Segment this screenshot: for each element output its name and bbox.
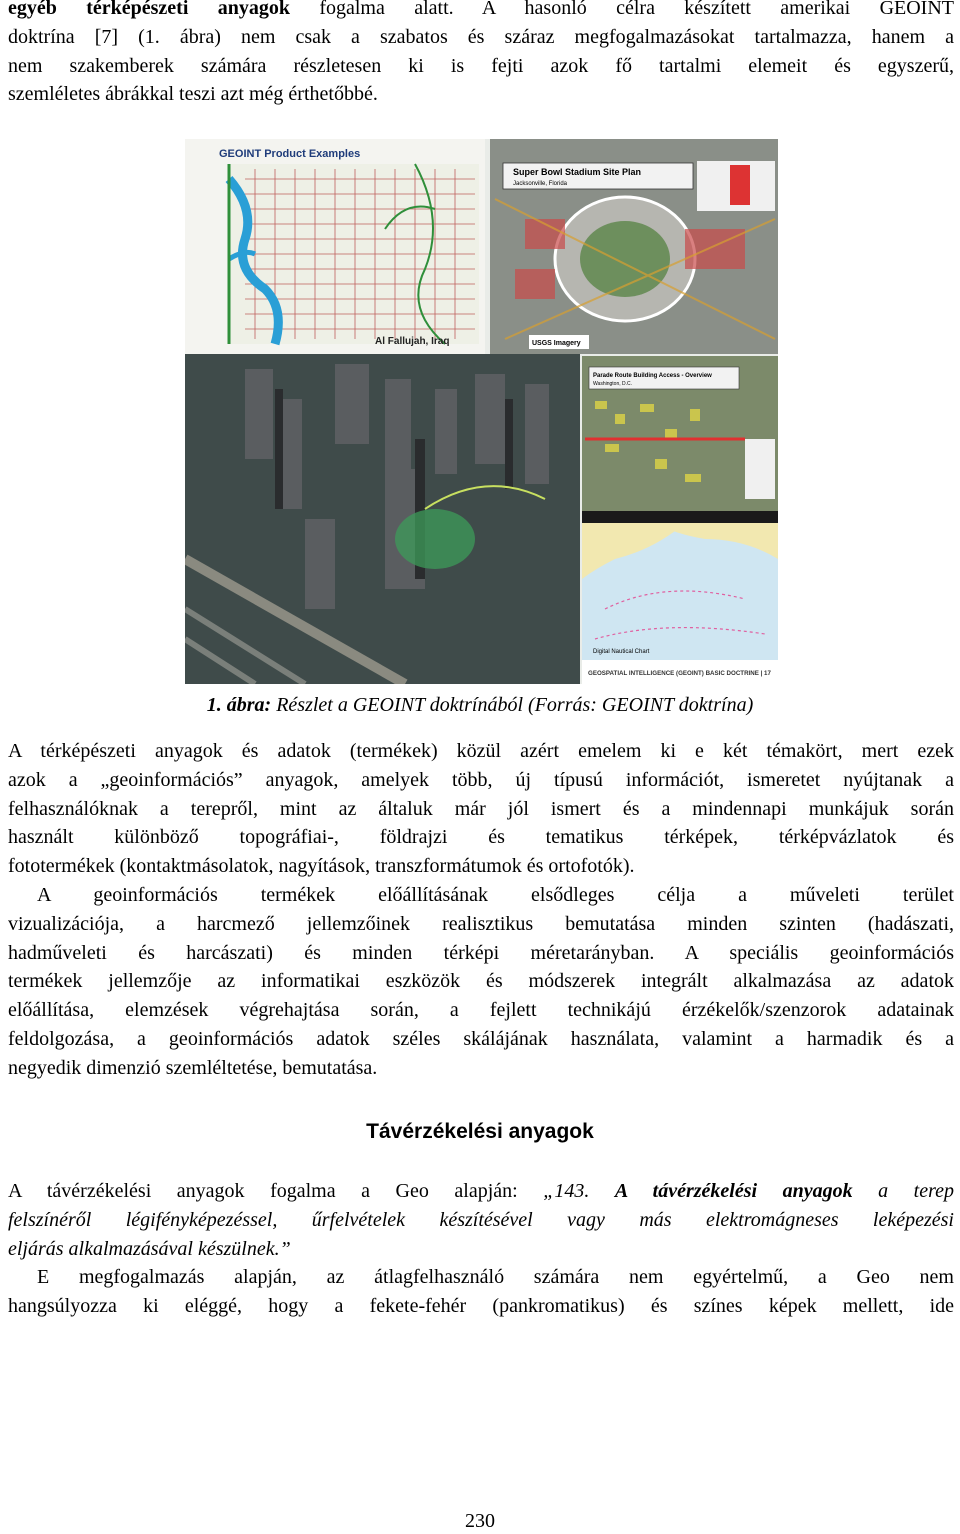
caption-label: 1. ábra:	[206, 694, 272, 716]
p1-line: felhasználóknak a terepről, mint az általuk már jól ismert és a mindennapi munkájuk során	[8, 797, 954, 820]
figure-title: GEOINT Product Examples	[219, 148, 361, 160]
panel-parade-title: Parade Route Building Access - Overview	[593, 373, 712, 379]
section-heading: Távérzékelési anyagok	[366, 1120, 594, 1143]
intro-line-2: doktrína [7] (1. ábra) nem csak a szabatos és száraz megfogalmazásokat tartalmazza, hanem a	[8, 25, 954, 48]
p3-line-2: felszínéről légifényképezéssel, űrfelvételek készítésével vagy más elektromágneses leképezési	[8, 1208, 954, 1231]
caption-text: Részlet a GEOINT doktrínából (Forrás: GEOINT doktrína)	[271, 694, 754, 716]
paragraph-4	[8, 1263, 954, 1321]
intro-line-1-rest: fogalma alatt. A hasonló célra készített amerikai GEOINT	[289, 0, 954, 19]
p4-line: E megfogalmazás alapján, az átlagfelhasználó számára nem egyértelmű, a Geo nem	[37, 1266, 954, 1288]
panel-nautical-label: Digital Nautical Chart	[593, 649, 650, 655]
intro-line-3: nem szakemberek számára részletesen ki is fejti azok fő tartalmi elemeit és egyszerű,	[8, 54, 954, 77]
intro-line-1	[8, 0, 954, 23]
p3-text-d: a terep	[852, 1180, 954, 1202]
p3-text-c: A távérzékelési anyagok	[614, 1180, 853, 1202]
p4-line: hangsúlyozza ki eléggé, hogy a fekete-fehér (pankromatikus) és színes képek mellett, ide	[8, 1294, 954, 1317]
p2-line: előállítása, elemzések végrehajtása során, a fejlett technikájú érzékelők/szenzorok adatainak	[8, 999, 954, 1022]
panel-usgs-label: USGS Imagery	[532, 340, 581, 347]
p3-text-b: „143.	[543, 1180, 615, 1202]
p2-line: feldolgozása, a geoinformációs adatok széles skálájának használata, valamint a harmadik és a	[8, 1027, 954, 1050]
paragraph-1	[8, 737, 954, 881]
p1-line: használt különböző topográfiai-, földrajzi és tematikus térképek, térképvázlatok és	[8, 826, 954, 849]
paragraph-2	[8, 881, 954, 1083]
panel-fallujah-label: Al Fallujah, Iraq	[375, 336, 450, 347]
p1-line: azok a „geoinformációs” anyagok, amelyek több, új típusú információt, ismeretet nyújtanak a	[8, 768, 954, 791]
intro-bold-term: egyéb térképészeti anyagok	[8, 0, 290, 19]
intro-line-4: szemléletes ábrákkal teszi azt még érthetőbbé.	[8, 83, 378, 106]
p1-line: fototermékek (kontaktmásolatok, nagyítások, transzformátumok és ortofotók).	[8, 855, 635, 878]
p3-line-3: eljárás alkalmazásával készülnek.”	[8, 1237, 291, 1260]
panel-stadium-title: Super Bowl Stadium Site Plan	[513, 167, 642, 177]
intro-paragraph	[8, 0, 954, 109]
figure-caption	[0, 694, 960, 717]
panel-parade-subtitle: Washington, D.C.	[593, 381, 632, 387]
figure-footer: GEOSPATIAL INTELLIGENCE (GEOINT) BASIC DOCTRINE | 17	[588, 670, 771, 677]
page-number: 230	[465, 1510, 495, 1532]
p1-line: A térképészeti anyagok és adatok (termékek) közül azért emelem ki e két témakört, mert ezek	[8, 740, 954, 762]
p3-line-1	[8, 1177, 954, 1206]
panel-stadium-subtitle: Jacksonville, Florida	[513, 181, 568, 187]
p2-line: termékek jellemzője az informatikai eszközök és módszerek integrált alkalmazása az adatok	[8, 970, 954, 993]
p3-text-a: A távérzékelési anyagok fogalma a Geo alapján:	[8, 1180, 544, 1202]
p2-line: A geoinformációs termékek előállításának elsődleges célja a műveleti terület	[37, 884, 954, 906]
p2-line: negyedik dimenzió szemléltetése, bemutatása.	[8, 1056, 378, 1079]
geoint-collage	[185, 139, 778, 684]
p2-line: hadműveleti és harcászati) és minden térképi méretarányban. A speciális geoinformációs	[8, 941, 954, 964]
p2-line: vizualizációja, a harcmező jellemzőinek realisztikus bemutatása minden szinten (hadászati,	[8, 912, 954, 935]
paragraph-3	[8, 1177, 954, 1263]
geoint-figure	[185, 139, 778, 684]
